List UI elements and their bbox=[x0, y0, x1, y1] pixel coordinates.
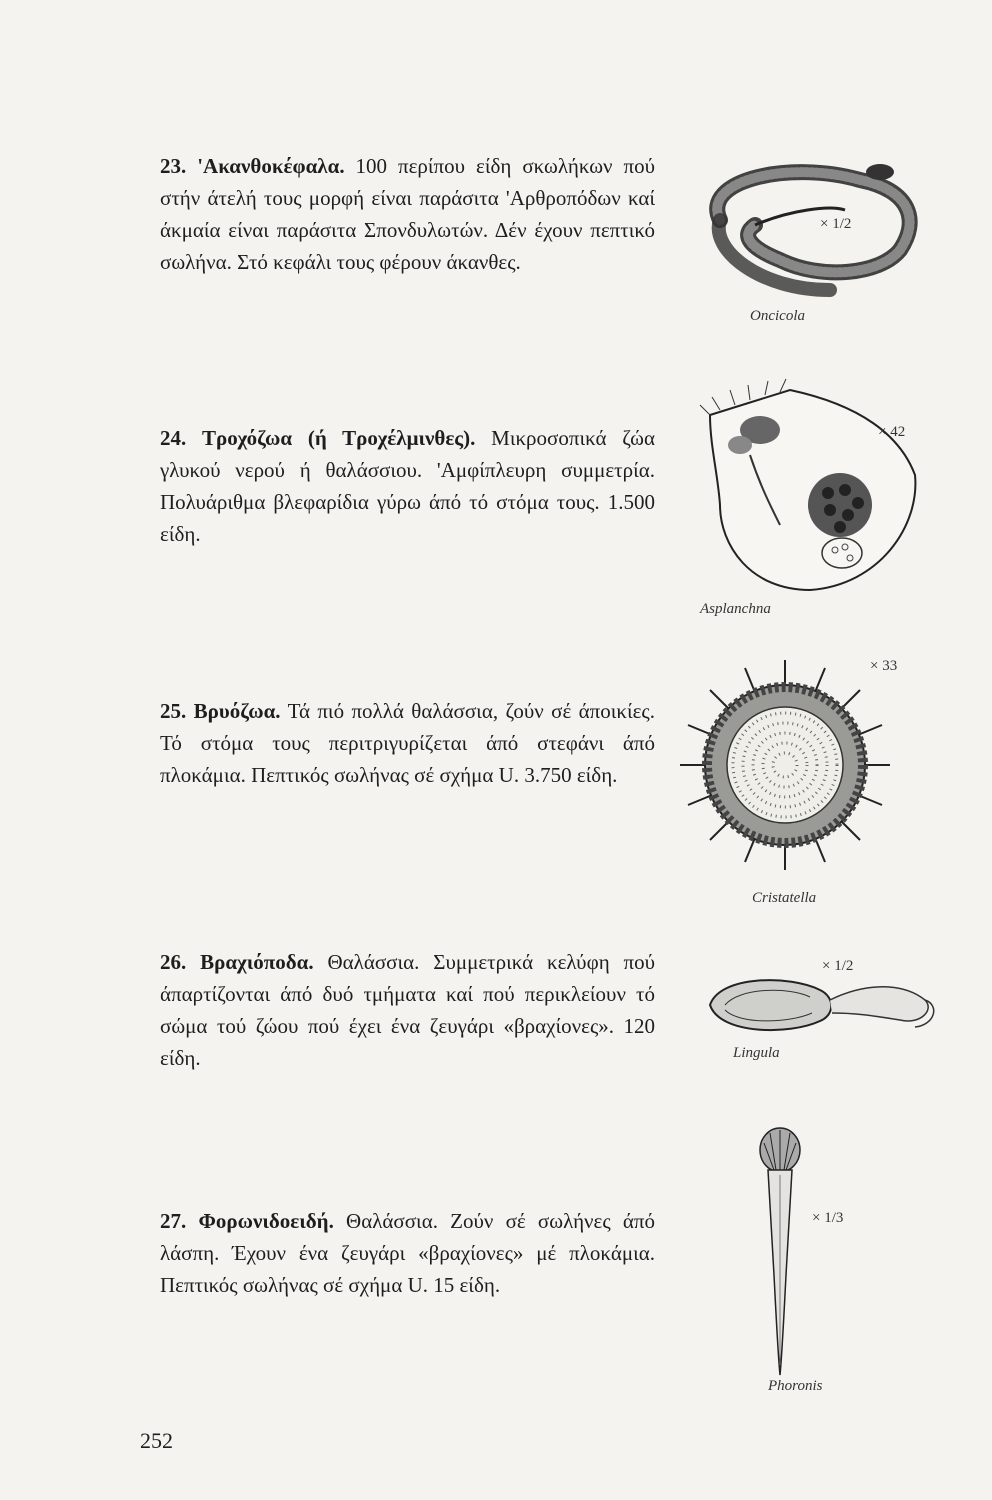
entry-number: 23. bbox=[160, 154, 187, 178]
phoronis-caption: Phoronis bbox=[768, 1378, 823, 1394]
oncicola-caption: Oncicola bbox=[750, 308, 805, 324]
lingula-scale: × 1/2 bbox=[822, 958, 854, 974]
page-number: 252 bbox=[140, 1428, 173, 1453]
entry-text: Τά πιό πολλά θαλάσσια, ζούν σέ άποικίες. Τό στόμα τους περιτριγυρίζεται άπό στεφάνι άπό πλοκάμια. Πεπτικός σωλήνας σέ σχήμα U. 3.750 είδη. bbox=[160, 699, 656, 787]
oncicola-scale: × 1/2 bbox=[820, 216, 852, 232]
entry-name: Τροχόζωα (ή Τροχέλμινθες). bbox=[201, 426, 476, 450]
entry-text: Θαλάσσια. Συμμετρικά κελύφη πού άπαρτίζονται άπό δυό τμήματα καί πού περικλείουν τό σώμα τού ζώου πού έχει ένα ζευγάρι «βραχίονες». 120 είδη. bbox=[160, 950, 656, 1070]
asplanchna-scale: × 42 bbox=[878, 424, 906, 440]
entry-bryozoa bbox=[160, 695, 655, 791]
entry-rotifera bbox=[160, 422, 655, 550]
entry-text: Μικροσοπικά ζώα γλυκού νερού ή θαλάσσιου. 'Αμφίπλευρη συμμετρία. Πολυάριθμα βλεφαρίδια γύρω άπό τό στόμα τους. 1.500 είδη. bbox=[160, 426, 656, 546]
entry-number: 26. bbox=[160, 950, 187, 974]
entry-number: 25. bbox=[160, 699, 187, 723]
entry-name: Φορωνιδοειδή. bbox=[198, 1209, 334, 1233]
asplanchna-illustration bbox=[680, 375, 930, 600]
entry-acanthocephala bbox=[160, 150, 655, 278]
lingula-caption: Lingula bbox=[733, 1045, 780, 1061]
entry-name: Βρυόζωα. bbox=[193, 699, 281, 723]
cristatella-caption: Cristatella bbox=[752, 890, 817, 906]
lingula-illustration bbox=[700, 965, 950, 1045]
oncicola-illustration bbox=[680, 150, 940, 310]
entry-brachiopoda bbox=[160, 946, 655, 1074]
phoronis-illustration bbox=[740, 1115, 820, 1380]
entry-name: Βραχιόποδα. bbox=[200, 950, 314, 974]
entry-number: 24. bbox=[160, 426, 187, 450]
cristatella-illustration bbox=[670, 650, 900, 880]
cristatella-scale: × 33 bbox=[870, 658, 898, 674]
entry-number: 27. bbox=[160, 1209, 187, 1233]
entry-phoronida bbox=[160, 1205, 655, 1301]
entry-text: Θαλάσσια. Ζούν σέ σωλήνες άπό λάσπη. Έχουν ένα ζευγάρι «βραχίονες» μέ πλοκάμια. Πεπτικός σωλήνας σέ σχήμα U. 15 είδη. bbox=[160, 1209, 656, 1297]
entry-name: 'Ακανθοκέφαλα. bbox=[197, 154, 345, 178]
phoronis-scale: × 1/3 bbox=[812, 1210, 844, 1226]
entry-text: 100 περίπου είδη σκωλήκων πού στήν άτελή τους μορφή είναι παράσιτα 'Αρθροπόδων καί άκμαία είναι παράσιτα Σπονδυλωτών. Δέν έχουν πεπτικό σωλήνα. Στό κεφάλι τους φέρουν άκανθες. bbox=[160, 154, 656, 274]
asplanchna-caption: Asplanchna bbox=[700, 601, 771, 617]
